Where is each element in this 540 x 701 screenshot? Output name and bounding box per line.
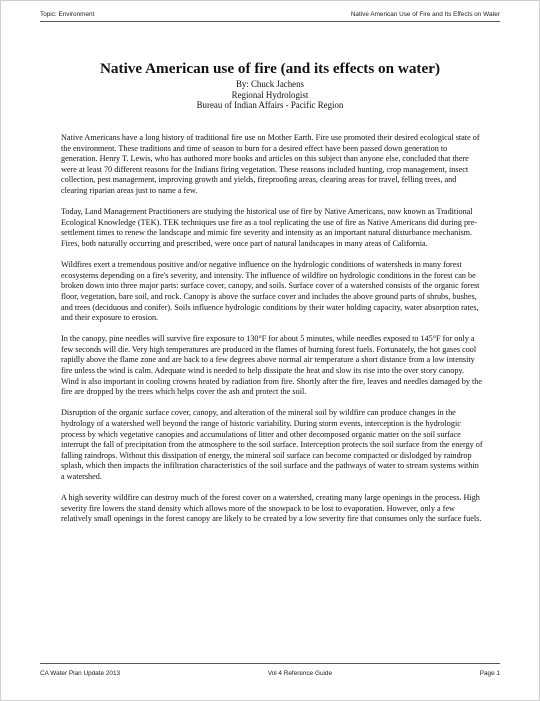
header-topic: Topic: Environment — [40, 11, 95, 18]
paragraph: Disruption of the organic surface cover, canopy, and alteration of the mineral soil by wildfire can produce changes in the hydrology of a watershed well beyond the range of historic variability. During storm events, interception is the hydrologic process by which vegetative canopies and accumulations of litter and other decomposed organic matter on the soil surface interrupt the fall of precipitation from the atmosphere to the soil surface. Interception protects the soil surface from the energy of falling raindrops. Without this dissipation of energy, the mineral soil surface can become compacted or dislodged by raindrop splash, which then impacts the infiltration characteristics of the soil surface and the pathways of water to stream systems within a watershed. — [61, 408, 483, 481]
author-organization: Bureau of Indian Affairs - Pacific Region — [196, 100, 344, 111]
paragraph: Native Americans have a long history of traditional fire use on Mother Earth. Fire use promoted their desired ecological state of the environment. These traditions and time of season to burn for a desired effect have been passed down generation to generation. Henry T. Lewis, who has authored more books and articles on this subject than anyone else, concluded that there were at least 70 different reasons for the Indians firing vegetation. These reasons included hunting, crop management, insect collection, pest management, improving growth and yields, fireproofing areas, clearing areas for travel, felling trees, and clearing riparian areas just to name a few. — [61, 133, 480, 195]
page-header — [40, 11, 500, 18]
document-body — [61, 133, 483, 536]
footer-left: CA Water Plan Update 2013 — [40, 670, 121, 677]
author: By: Chuck Jachens — [235, 79, 305, 89]
paragraph: In the canopy, pine needles will survive fire exposure to 130°F for about 5 minutes, while needles exposed to 145°F for only a few seconds will die. Very high temperatures are produced in the flames of burning forest fuels. Fortunately, the hot gases cool rapidly above the flame zone and are back to a few degrees above normal air temperature a short distance from a low intensity fire unless the wind is calm. Adequate wind is needed to help dissipate the heat and slow its rise into the over story canopy. Wind is also important in cooling crowns heated by radiation from fire. Shortly after the fire, leaves and needles damaged by the fire are dropped by the trees which helps cover the ash and protect the soil. — [61, 334, 482, 397]
footer-rule — [40, 663, 500, 664]
document-title: Native American use of fire (and its effects on water) — [99, 60, 441, 77]
paragraph: Today, Land Management Practitioners are studying the historical use of fire by Native Americans, now known as Traditional Ecological Knowledge (TEK). TEK techniques use fire as a tool replicating the use of fire as Native Americans did during pre-settlement times to renew the landscape and mimic fire severity and intensity as an important natural disturbance mechanism. Fires, both naturally occurring and prescribed, were once part of natural landscapes in many areas of California. — [61, 207, 478, 248]
header-rule — [40, 21, 500, 22]
paragraph: Wildfires exert a tremendous positive and/or negative influence on the hydrologic conditions of watersheds in many forest ecosystems depending on a fire's severity, and intensity. The influence of wildfire on hydrologic conditions in the forest can be broken down into three major parts: surface cover, canopy, and soils. Surface cover of a watershed consists of the organic forest floor, vegetation, bare soil, and rock. Canopy is above the surface cover and includes the above ground parts of shrubs, bushes, and trees (deciduous and conifer). Soils influence hydrologic conditions by their water holding capacity, water absorption rates, and their exposure to erosion. — [61, 260, 480, 323]
page-footer — [40, 670, 500, 677]
paragraph: A high severity wildfire can destroy much of the forest cover on a watershed, creating many large openings in the process. High severity fire lowers the stand density which allows more of the snowpack to be lost to evaporation. However, only a few relatively small openings in the forest canopy are likely to be created by a low severity fire that consumes only the surface fuels. — [61, 493, 482, 524]
author-position: Regional Hydrologist — [231, 89, 309, 100]
header-running-title: Native American Use of Fire and Its Effects on Water — [350, 11, 500, 18]
footer-page-number: Page 1 — [479, 670, 500, 677]
byline — [0, 79, 540, 111]
footer-center: Vol 4 Reference Guide — [267, 670, 333, 677]
